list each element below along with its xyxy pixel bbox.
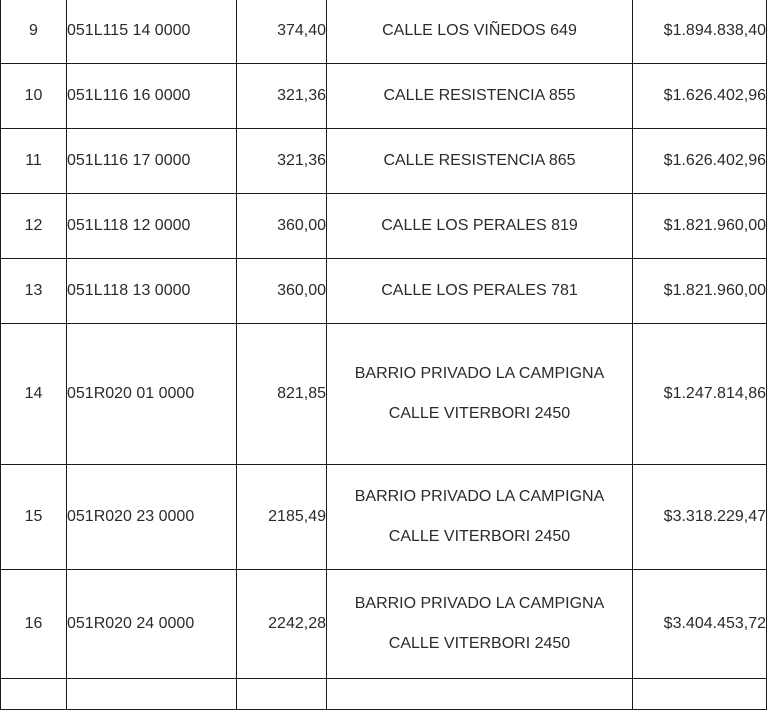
empty-cell (633, 679, 767, 710)
table-row (1, 64, 767, 129)
table-row (1, 0, 767, 64)
table-row-partial (1, 679, 767, 710)
address (327, 64, 633, 129)
address (327, 259, 633, 324)
empty-cell (67, 679, 237, 710)
address-line: CALLE RESISTENCIA 855 (383, 87, 576, 104)
valuation: $3.318.229,47 (633, 465, 767, 570)
parcel-id: 051L116 17 0000 (67, 129, 237, 194)
parcel-id: 051R020 01 0000 (67, 324, 237, 465)
address (327, 570, 633, 679)
address (327, 129, 633, 194)
row-number: 11 (1, 129, 67, 194)
row-number: 9 (1, 0, 67, 64)
area-value: 360,00 (237, 194, 327, 259)
empty-cell (1, 679, 67, 710)
address (327, 324, 633, 465)
row-number: 14 (1, 324, 67, 465)
area-value: 360,00 (237, 259, 327, 324)
table-row (1, 324, 767, 465)
address-line: CALLE RESISTENCIA 865 (383, 152, 576, 169)
valuation: $3.404.453,72 (633, 570, 767, 679)
address-line: BARRIO PRIVADO LA CAMPIGNA (354, 365, 605, 382)
row-number: 12 (1, 194, 67, 259)
valuation: $1.626.402,96 (633, 64, 767, 129)
area-value: 821,85 (237, 324, 327, 465)
row-number: 13 (1, 259, 67, 324)
table-row (1, 570, 767, 679)
table-row (1, 259, 767, 324)
empty-cell (237, 679, 327, 710)
address-line: BARRIO PRIVADO LA CAMPIGNA (354, 595, 605, 612)
address-line: CALLE VITERBORI 2450 (388, 405, 571, 422)
area-value: 2242,28 (237, 570, 327, 679)
address-line: CALLE LOS PERALES 819 (381, 217, 578, 234)
address-line: CALLE VITERBORI 2450 (388, 528, 571, 545)
parcel-id: 051L115 14 0000 (67, 0, 237, 64)
address-line: BARRIO PRIVADO LA CAMPIGNA (354, 488, 605, 505)
table-row (1, 465, 767, 570)
parcel-id: 051L116 16 0000 (67, 64, 237, 129)
address-line: CALLE LOS PERALES 781 (381, 282, 578, 299)
table-row (1, 129, 767, 194)
row-number: 10 (1, 64, 67, 129)
address (327, 194, 633, 259)
row-number: 15 (1, 465, 67, 570)
valuation: $1.894.838,40 (633, 0, 767, 64)
parcel-id: 051R020 23 0000 (67, 465, 237, 570)
address (327, 0, 633, 64)
empty-cell (327, 679, 633, 710)
address-line: CALLE LOS VIÑEDOS 649 (382, 22, 577, 39)
area-value: 321,36 (237, 64, 327, 129)
valuation: $1.247.814,86 (633, 324, 767, 465)
row-number: 16 (1, 570, 67, 679)
parcel-id: 051L118 13 0000 (67, 259, 237, 324)
valuation: $1.626.402,96 (633, 129, 767, 194)
area-value: 321,36 (237, 129, 327, 194)
table-row (1, 194, 767, 259)
area-value: 374,40 (237, 0, 327, 64)
address (327, 465, 633, 570)
address-line: CALLE VITERBORI 2450 (388, 635, 571, 652)
valuation: $1.821.960,00 (633, 259, 767, 324)
parcel-id: 051L118 12 0000 (67, 194, 237, 259)
valuation: $1.821.960,00 (633, 194, 767, 259)
parcel-id: 051R020 24 0000 (67, 570, 237, 679)
area-value: 2185,49 (237, 465, 327, 570)
